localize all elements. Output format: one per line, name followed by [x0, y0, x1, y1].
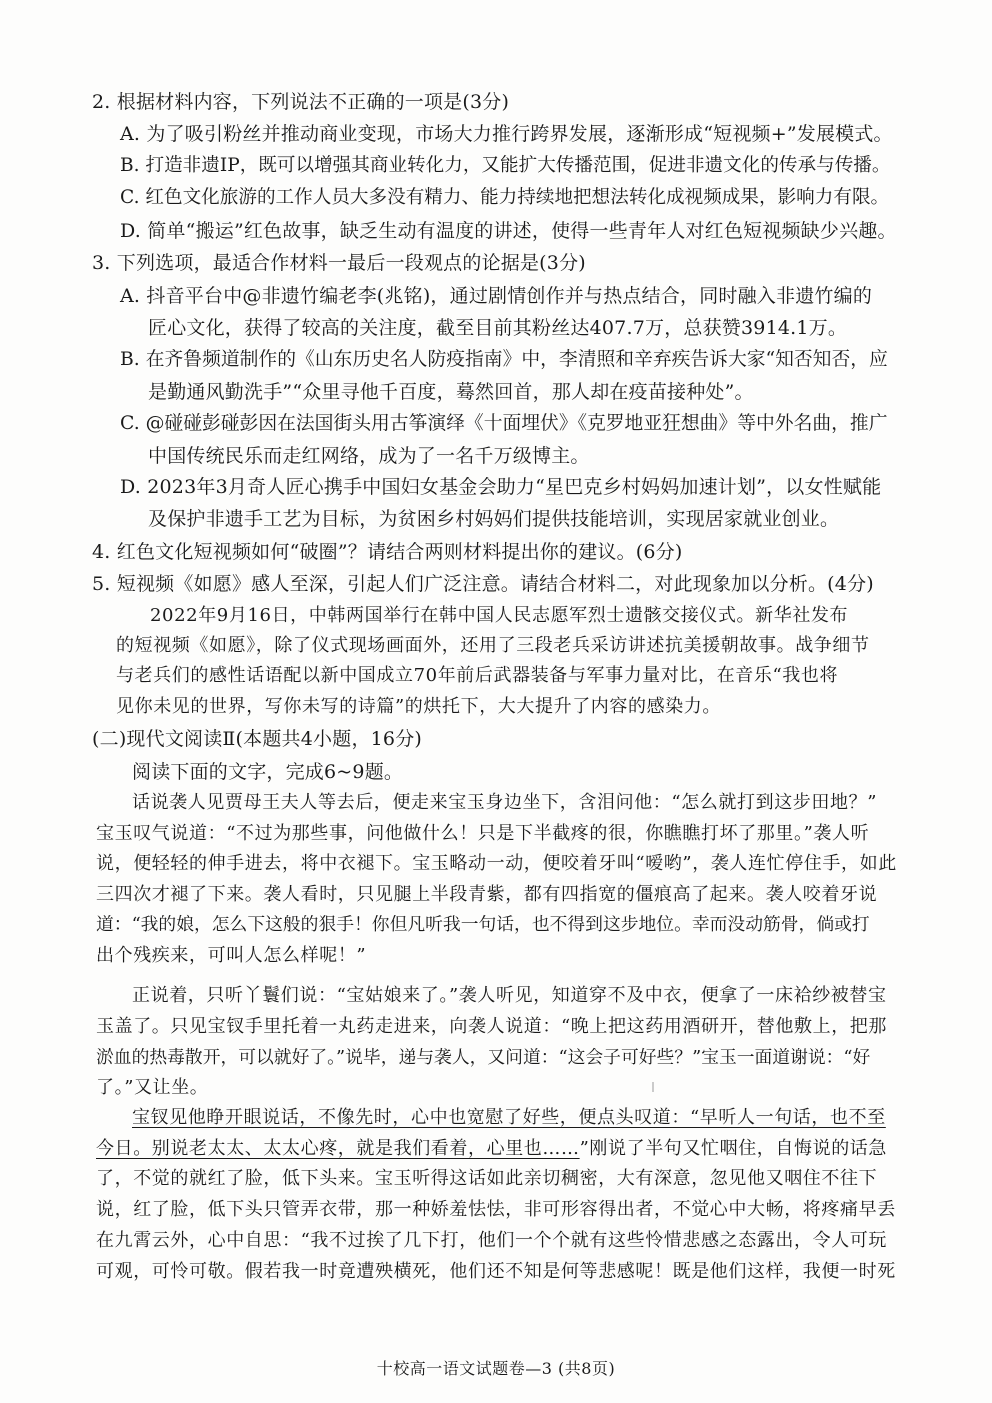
- passage-line-1: 话说袭人见贾母王夫人等去后，便走来宝玉身边坐下，含泪问他：“怎么就打到这步田地？”: [132, 792, 877, 813]
- passage-line-5: 道：“我的娘，怎么下这般的狠手！你但凡听我一句话，也不得到这步地位。幸而没动筋骨，倘或打: [96, 914, 870, 935]
- passage-line-14: 说，红了脸，低下头只管弄衣带，那一种娇羞怯怯，非可形容得出者，不觉心中大畅，将疼痛早丢: [96, 1199, 896, 1220]
- section-heading: (二)现代文阅读Ⅱ(本题共4小题，16分): [92, 728, 423, 750]
- passage-line-6: 出个残疾来，可叫人怎么样呢！”: [96, 945, 367, 966]
- reading-instruction: 阅读下面的文字，完成6~9题。: [132, 761, 404, 783]
- passage-line-12-rest: ”刚说了半句又忙咽住，自悔说的话急: [579, 1138, 888, 1159]
- question-5: 5. 短视频《如愿》感人至深，引起人们广泛注意。请结合材料二，对此现象加以分析。(4分): [92, 573, 874, 595]
- passage-line-7: 正说着，只听丫鬟们说：“宝姑娘来了。”袭人听见，知道穿不及中衣，便拿了一床袷纱被替宝: [132, 985, 887, 1006]
- question-2-stem: 2. 根据材料内容，下列说法不正确的一项是(3分): [92, 91, 510, 113]
- q5-material-line-3: 与老兵们的感性话语配以新中国成立70年前后武器装备与军事力量对比，在音乐“我也将: [116, 665, 839, 686]
- q2-option-a: A. 为了吸引粉丝并推动商业变现，市场大力推行跨界发展，逐渐形成“短视频+”发展模式。: [120, 123, 893, 145]
- q5-material-line-1: 2022年9月16日，中韩两国举行在韩中国人民志愿军烈士遗骸交接仪式。新华社发布: [150, 605, 849, 626]
- passage-line-3: 说，便轻轻的伸手进去，将中衣褪下。宝玉略动一动，便咬着牙叫“嗳哟”，袭人连忙停住手，如此: [96, 853, 897, 874]
- q3-option-d: D. 2023年3月奇人匠心携手中国妇女基金会助力“星巴克乡村妈妈加速计划”，以女性赋能: [120, 476, 882, 498]
- passage-line-12: [96, 1137, 887, 1161]
- question-3-stem: 3. 下列选项，最适合作材料一最后一段观点的论据是(3分): [92, 252, 586, 274]
- passage-underlined-line-1: 宝钗见他睁开眼说话，不像先时，心中也宽慰了好些，便点头叹道：“早听人一句话，也不至: [132, 1107, 886, 1128]
- q3-option-a-cont: 匠心文化，获得了较高的关注度，截至目前其粉丝达407.7万，总获赞3914.1万。: [148, 317, 848, 339]
- passage-line-15: 在九霄云外，心中自思：“我不过挨了几下打，他们一个个就有这些怜惜悲感之态露出，令人可玩: [96, 1230, 887, 1251]
- q3-option-d-cont: 及保护非遗手工艺为目标，为贫困乡村妈妈们提供技能培训，实现居家就业创业。: [148, 508, 840, 530]
- passage-line-16: 可观，可怜可敬。假若我一时竟遭殃横死，他们还不知是何等悲感呢！既是他们这样，我便一时死: [96, 1261, 896, 1282]
- passage-line-13: 了，不觉的就红了脸，低下头来。宝玉听得这话如此亲切稠密，大有深意，忽见他又咽住不往下: [96, 1168, 878, 1189]
- q3-option-a: A. 抖音平台中@非遗竹编老李(兆铭)，通过剧情创作并与热点结合，同时融入非遗竹编的: [120, 285, 873, 307]
- passage-line-8: 玉盖了。只见宝钗手里托着一丸药走进来，向袭人说道：“晚上把这药用酒研开，替他敷上，把那: [96, 1016, 887, 1037]
- page-footer: 十校高一语文试题卷—3 (共8页): [376, 1359, 616, 1378]
- q5-material-line-2: 的短视频《如愿》，除了仪式现场画面外，还用了三段老兵采访讲述抗美援朝故事。战争细节: [116, 635, 870, 656]
- passage-underlined-line-2: 今日。别说老太太、太太心疼，就是我们看着，心里也……: [96, 1138, 580, 1159]
- q3-option-c: C. @碰碰彭碰彭因在法国街头用古筝演绎《十面埋伏》《克罗地亚狂想曲》等中外名曲，推广: [120, 413, 888, 434]
- passage-line-2: 宝玉叹气说道：“不过为那些事，问他做什么！只是下半截疼的很，你瞧瞧打坏了那里。”袭人听: [96, 823, 870, 844]
- passage-line-10: 了。”又让坐。: [96, 1077, 209, 1098]
- q5-material-line-4: 见你未见的世界，写你未写的诗篇”的烘托下，大大提升了内容的感染力。: [116, 696, 721, 717]
- passage-line-9: 淤血的热毒散开，可以就好了。”说毕，递与袭人，又问道：“这会子可好些？”宝玉一面道谢说：“好: [96, 1047, 871, 1068]
- q2-option-c: C. 红色文化旅游的工作人员大多没有精力、能力持续地把想法转化成视频成果，影响力有限。: [120, 187, 890, 208]
- q3-option-b-cont: 是勤通风勤洗手”“众里寻他千百度，蓦然回首，那人却在疫苗接种处”。: [148, 381, 754, 403]
- q2-option-d: D. 简单“搬运”红色故事，缺乏生动有温度的讲述，使得一些青年人对红色短视频缺少兴趣。: [120, 220, 897, 242]
- passage-line-4: 三四次才褪了下来。袭人看时，只见腿上半段青紫，都有四指宽的僵痕高了起来。袭人咬着牙说: [96, 884, 878, 905]
- q3-option-c-cont: 中国传统民乐而走红网络，成为了一名千万级博主。: [148, 445, 590, 467]
- question-4: 4. 红色文化短视频如何“破圈”？请结合两则材料提出你的建议。(6分): [92, 541, 683, 563]
- q2-option-b: B. 打造非遗IP，既可以增强其商业转化力，又能扩大传播范围，促进非遗文化的传承与传播。: [120, 155, 891, 176]
- q3-option-b: B. 在齐鲁频道制作的《山东历史名人防疫指南》中，李清照和辛弃疾告诉大家“知否知否，应: [120, 349, 888, 370]
- scan-speck: [652, 1082, 654, 1092]
